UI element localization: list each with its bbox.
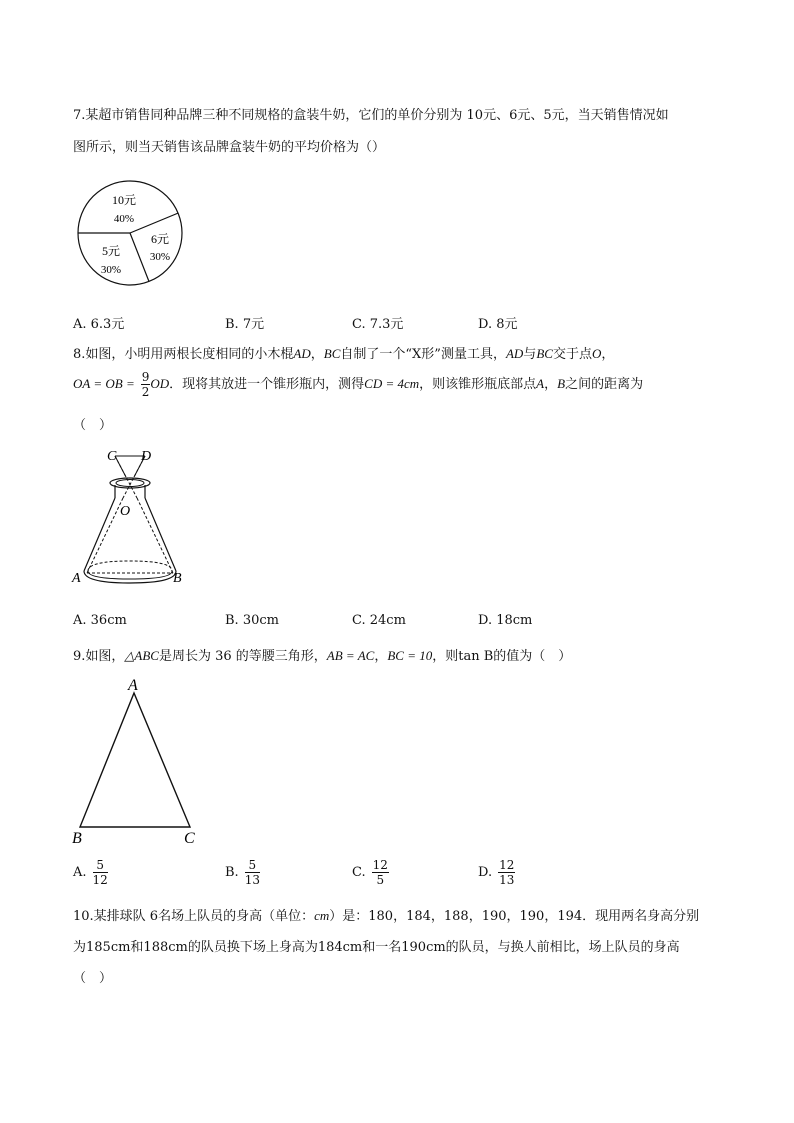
pie-percent-6: 30% [149, 251, 171, 263]
q9-option-c[interactable] [352, 858, 389, 887]
q9-ab-ac: AB = AC [326, 648, 375, 663]
q9-text: ， [374, 649, 388, 664]
q8-text: ， [601, 347, 615, 362]
q8-text: 8.如图，小明用两根长度相同的小木棍 [73, 347, 294, 362]
fraction-9-2 [141, 370, 151, 399]
q10-stem-line2: 为185cm和188cm的队员换下场上身高为184cm和一名190cm的队员，与换人前相比，场上队员的身高 [73, 940, 680, 955]
q8-ad: AD [505, 346, 524, 361]
option-fraction [372, 858, 389, 887]
q8-comma: ， [310, 347, 324, 362]
label-c: C [107, 449, 117, 464]
frac-den: 12 [92, 873, 108, 887]
label-a: A [128, 677, 138, 694]
q8-equation: OA = OB = [73, 376, 135, 391]
frac-num: 12 [499, 858, 515, 872]
label-d: D [141, 449, 152, 464]
option-fraction [93, 858, 108, 887]
q9-option-a[interactable] [73, 858, 108, 887]
q8-stem-line2 [73, 370, 643, 399]
q10-stem-line1 [73, 905, 699, 924]
q8-ad: AD [293, 346, 311, 361]
frac-den: 2 [141, 385, 150, 399]
pie-divider-1 [130, 213, 178, 233]
pie-divider-2 [130, 233, 149, 282]
q10-unit: cm [314, 908, 330, 923]
q7-option-c[interactable]: C. 7.3元 [352, 317, 404, 332]
q10-stem-line3: （ ） [73, 971, 113, 986]
frac-den: 13 [244, 873, 260, 887]
q8-a: A [536, 376, 545, 391]
q8-bc: BC [323, 346, 341, 361]
option-letter: C. [352, 865, 366, 880]
q8-b: B [557, 376, 566, 391]
q9-bc: BC = 10 [387, 648, 433, 663]
option-fraction [245, 858, 260, 887]
q9-text: 9.如图， [73, 649, 125, 664]
q8-option-a[interactable]: A. 36cm [73, 613, 127, 628]
q8-text: 之间的距离为 [565, 377, 644, 392]
q9-option-d[interactable] [478, 858, 515, 887]
label-o: O [120, 504, 131, 519]
option-letter: B. [225, 865, 239, 880]
label-a: A [72, 571, 81, 586]
q8-cd: CD = 4cm [364, 376, 420, 391]
label-b: B [173, 571, 182, 586]
pie-label-5: 5元 [101, 244, 121, 258]
q9-triangle: △ABC [124, 648, 159, 663]
q8-stem-line1 [73, 343, 614, 362]
frac-num: 12 [372, 858, 388, 872]
q8-text: ．现将其放进一个锥形瓶内，测得 [169, 377, 365, 392]
pie-chart [74, 177, 186, 289]
q10-text: ）是：180，184，188，190，190，194．现用两名身高分别 [329, 909, 700, 924]
option-letter: A. [73, 865, 87, 880]
q8-o: O [591, 346, 602, 361]
q8-option-d[interactable]: D. 18cm [478, 613, 533, 628]
q9-tanb: tan B [458, 649, 494, 664]
frac-num: 9 [141, 370, 150, 384]
q7-stem-line1: 7.某超市销售同种品牌三种不同规格的盒装牛奶，它们的单价分别为 10元、6元、5元，当天销售情况如 [73, 108, 669, 123]
pie-label-10: 10元 [111, 193, 137, 207]
q8-bc: BC [536, 346, 553, 361]
q8-text: 自制了一个“X形”测量工具， [340, 347, 506, 362]
pie-label-6: 6元 [150, 232, 170, 246]
q9-option-b[interactable] [225, 858, 260, 887]
q8-comma: ， [544, 377, 558, 392]
q8-od: OD [150, 376, 170, 391]
q9-stem [73, 645, 571, 664]
option-letter: D. [478, 865, 493, 880]
frac-den: 13 [499, 873, 515, 887]
pie-percent-5: 30% [100, 264, 122, 276]
q7-option-a[interactable]: A. 6.3元 [73, 317, 125, 332]
q7-option-d[interactable]: D. 8元 [478, 317, 518, 332]
frac-den: 5 [376, 873, 385, 887]
pie-percent-10: 40% [113, 213, 135, 225]
option-fraction [498, 858, 515, 887]
q9-text: ，则 [432, 649, 459, 664]
frac-num: 5 [93, 858, 108, 873]
q8-text: 与 [523, 347, 537, 362]
q10-text: 10.某排球队 6名场上队员的身高（单位： [73, 909, 315, 924]
label-b: B [72, 830, 82, 847]
q8-option-c[interactable]: C. 24cm [352, 613, 406, 628]
q8-stem-line3: （ ） [73, 418, 113, 433]
frac-num: 5 [245, 858, 260, 873]
q7-option-b[interactable]: B. 7元 [225, 317, 265, 332]
q8-option-b[interactable]: B. 30cm [225, 613, 279, 628]
label-c: C [184, 830, 195, 847]
flask-figure [70, 443, 190, 588]
q7-stem-line2: 图所示，则当天销售该品牌盒装牛奶的平均价格为（） [73, 140, 386, 155]
triangle-figure [68, 675, 208, 850]
q8-text: 交于点 [552, 347, 592, 362]
q8-text: ，则该锥形瓶底部点 [419, 377, 537, 392]
q9-text: 的值为（ ） [493, 649, 572, 664]
q9-text: 是周长为 36 的等腰三角形， [158, 649, 327, 664]
